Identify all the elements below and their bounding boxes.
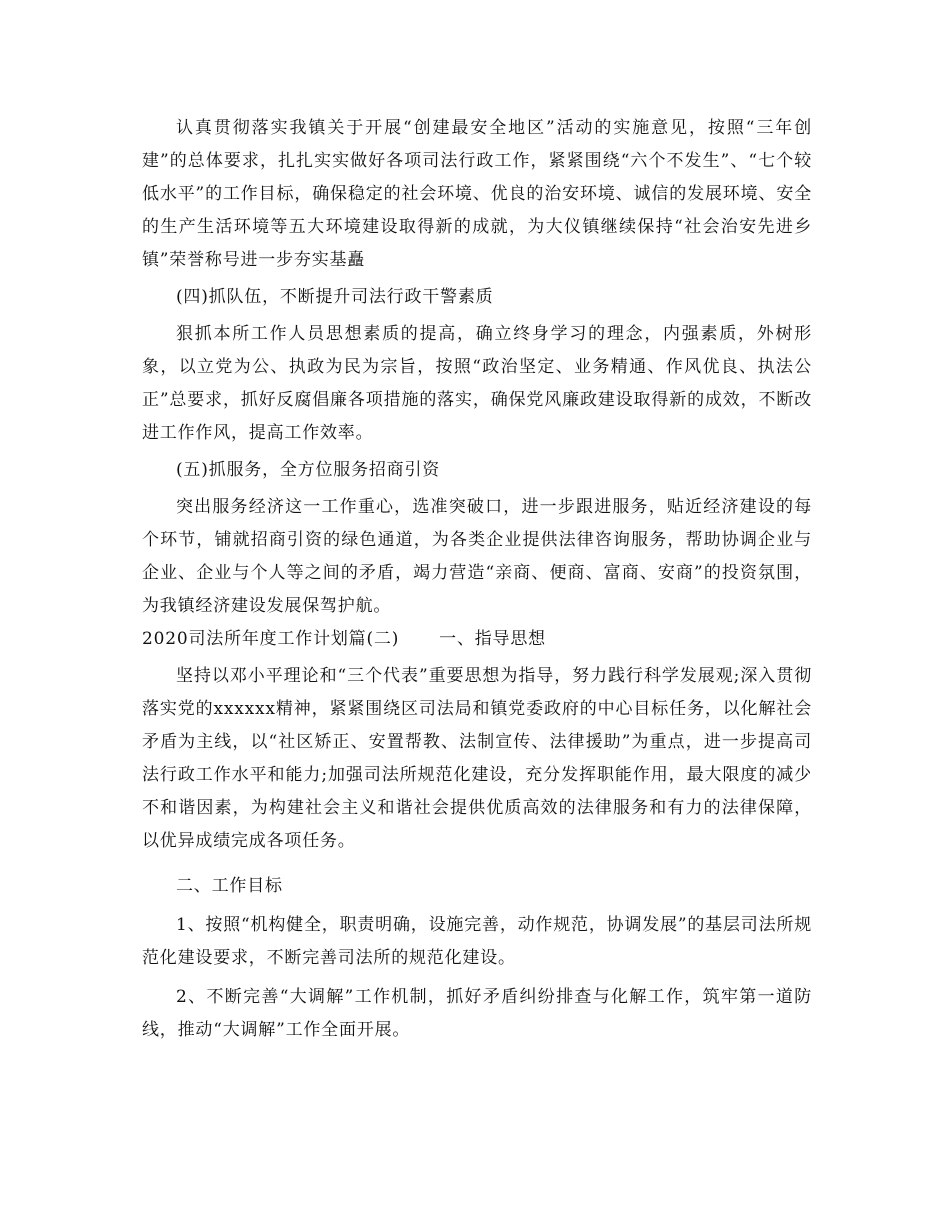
heading-investment-service: (五)抓服务，全方位服务招商引资 <box>176 460 441 480</box>
paragraph-guiding-thought: 坚持以邓小平理论和“三个代表”重要思想为指导，努力践行科学发展观;深入贯彻落实党的xxxxxx精神，紧紧围绕区司法局和镇党委政府的中心目标任务，以化解社会矛盾为主线，以“社区矫正、安置帮教、法制宣传、法律援助”为重点，进一步提高司法行政工作水平和能力;加强司法所规范化建设，充分发挥职能作用，最大限度的减少不和谐因素，为构建社会主义和谐社会提供优质高效的法律服务和有力的法律保障，以优异成绩完成各项任务。 <box>142 666 812 851</box>
paragraph-safety-campaign: 认真贯彻落实我镇关于开展“创建最安全地区”活动的实施意见，按照“三年创建”的总体要求，扎扎实实做好各项司法行政工作，紧紧围绕“六个不发生”、“七个较低水平”的工作目标，确保稳定的社会环境、优良的治安环境、诚信的发展环境、安全的生产生活环境等五大环境建设取得新的成就，为大仪镇继续保持“社会治安先进乡镇”荣誉称号进一步夯实基矗 <box>142 118 812 270</box>
document-title: 2020司法所年度工作计划篇(二) <box>142 629 400 649</box>
document-title-line <box>142 623 812 656</box>
section-work-goals: 二、工作目标 <box>176 876 283 896</box>
section-guiding-thought: 一、指导思想 <box>439 629 546 649</box>
heading-team-building: (四)抓队伍，不断提升司法行政干警素质 <box>176 287 494 307</box>
paragraph-goal-1: 1、按照“机构健全，职责明确，设施完善，动作规范，协调发展”的基层司法所规范化建设要求，不断完善司法所的规范化建设。 <box>142 915 812 968</box>
paragraph-economic-service: 突出服务经济这一工作重心，选准突破口，进一步跟进服务，贴近经济建设的每个环节，铺就招商引资的绿色通道，为各类企业提供法律咨询服务，帮助协调企业与企业、企业与个人等之间的矛盾，竭力营造“亲商、便商、富商、安商”的投资氛围，为我镇经济建设发展保驾护航。 <box>142 497 812 616</box>
paragraph-staff-quality: 狠抓本所工作人员思想素质的提高，确立终身学习的理念，内强素质，外树形象，以立党为公、执政为民为宗旨，按照“政治坚定、业务精通、作风优良、执法公正”总要求，抓好反腐倡廉各项措施的落实，确保党风廉政建设取得新的成效，不断改进工作作风，提高工作效率。 <box>142 324 812 443</box>
paragraph-goal-2: 2、不断完善“大调解”工作机制，抓好矛盾纠纷排查与化解工作，筑牢第一道防线，推动“大调解”工作全面开展。 <box>142 987 812 1040</box>
